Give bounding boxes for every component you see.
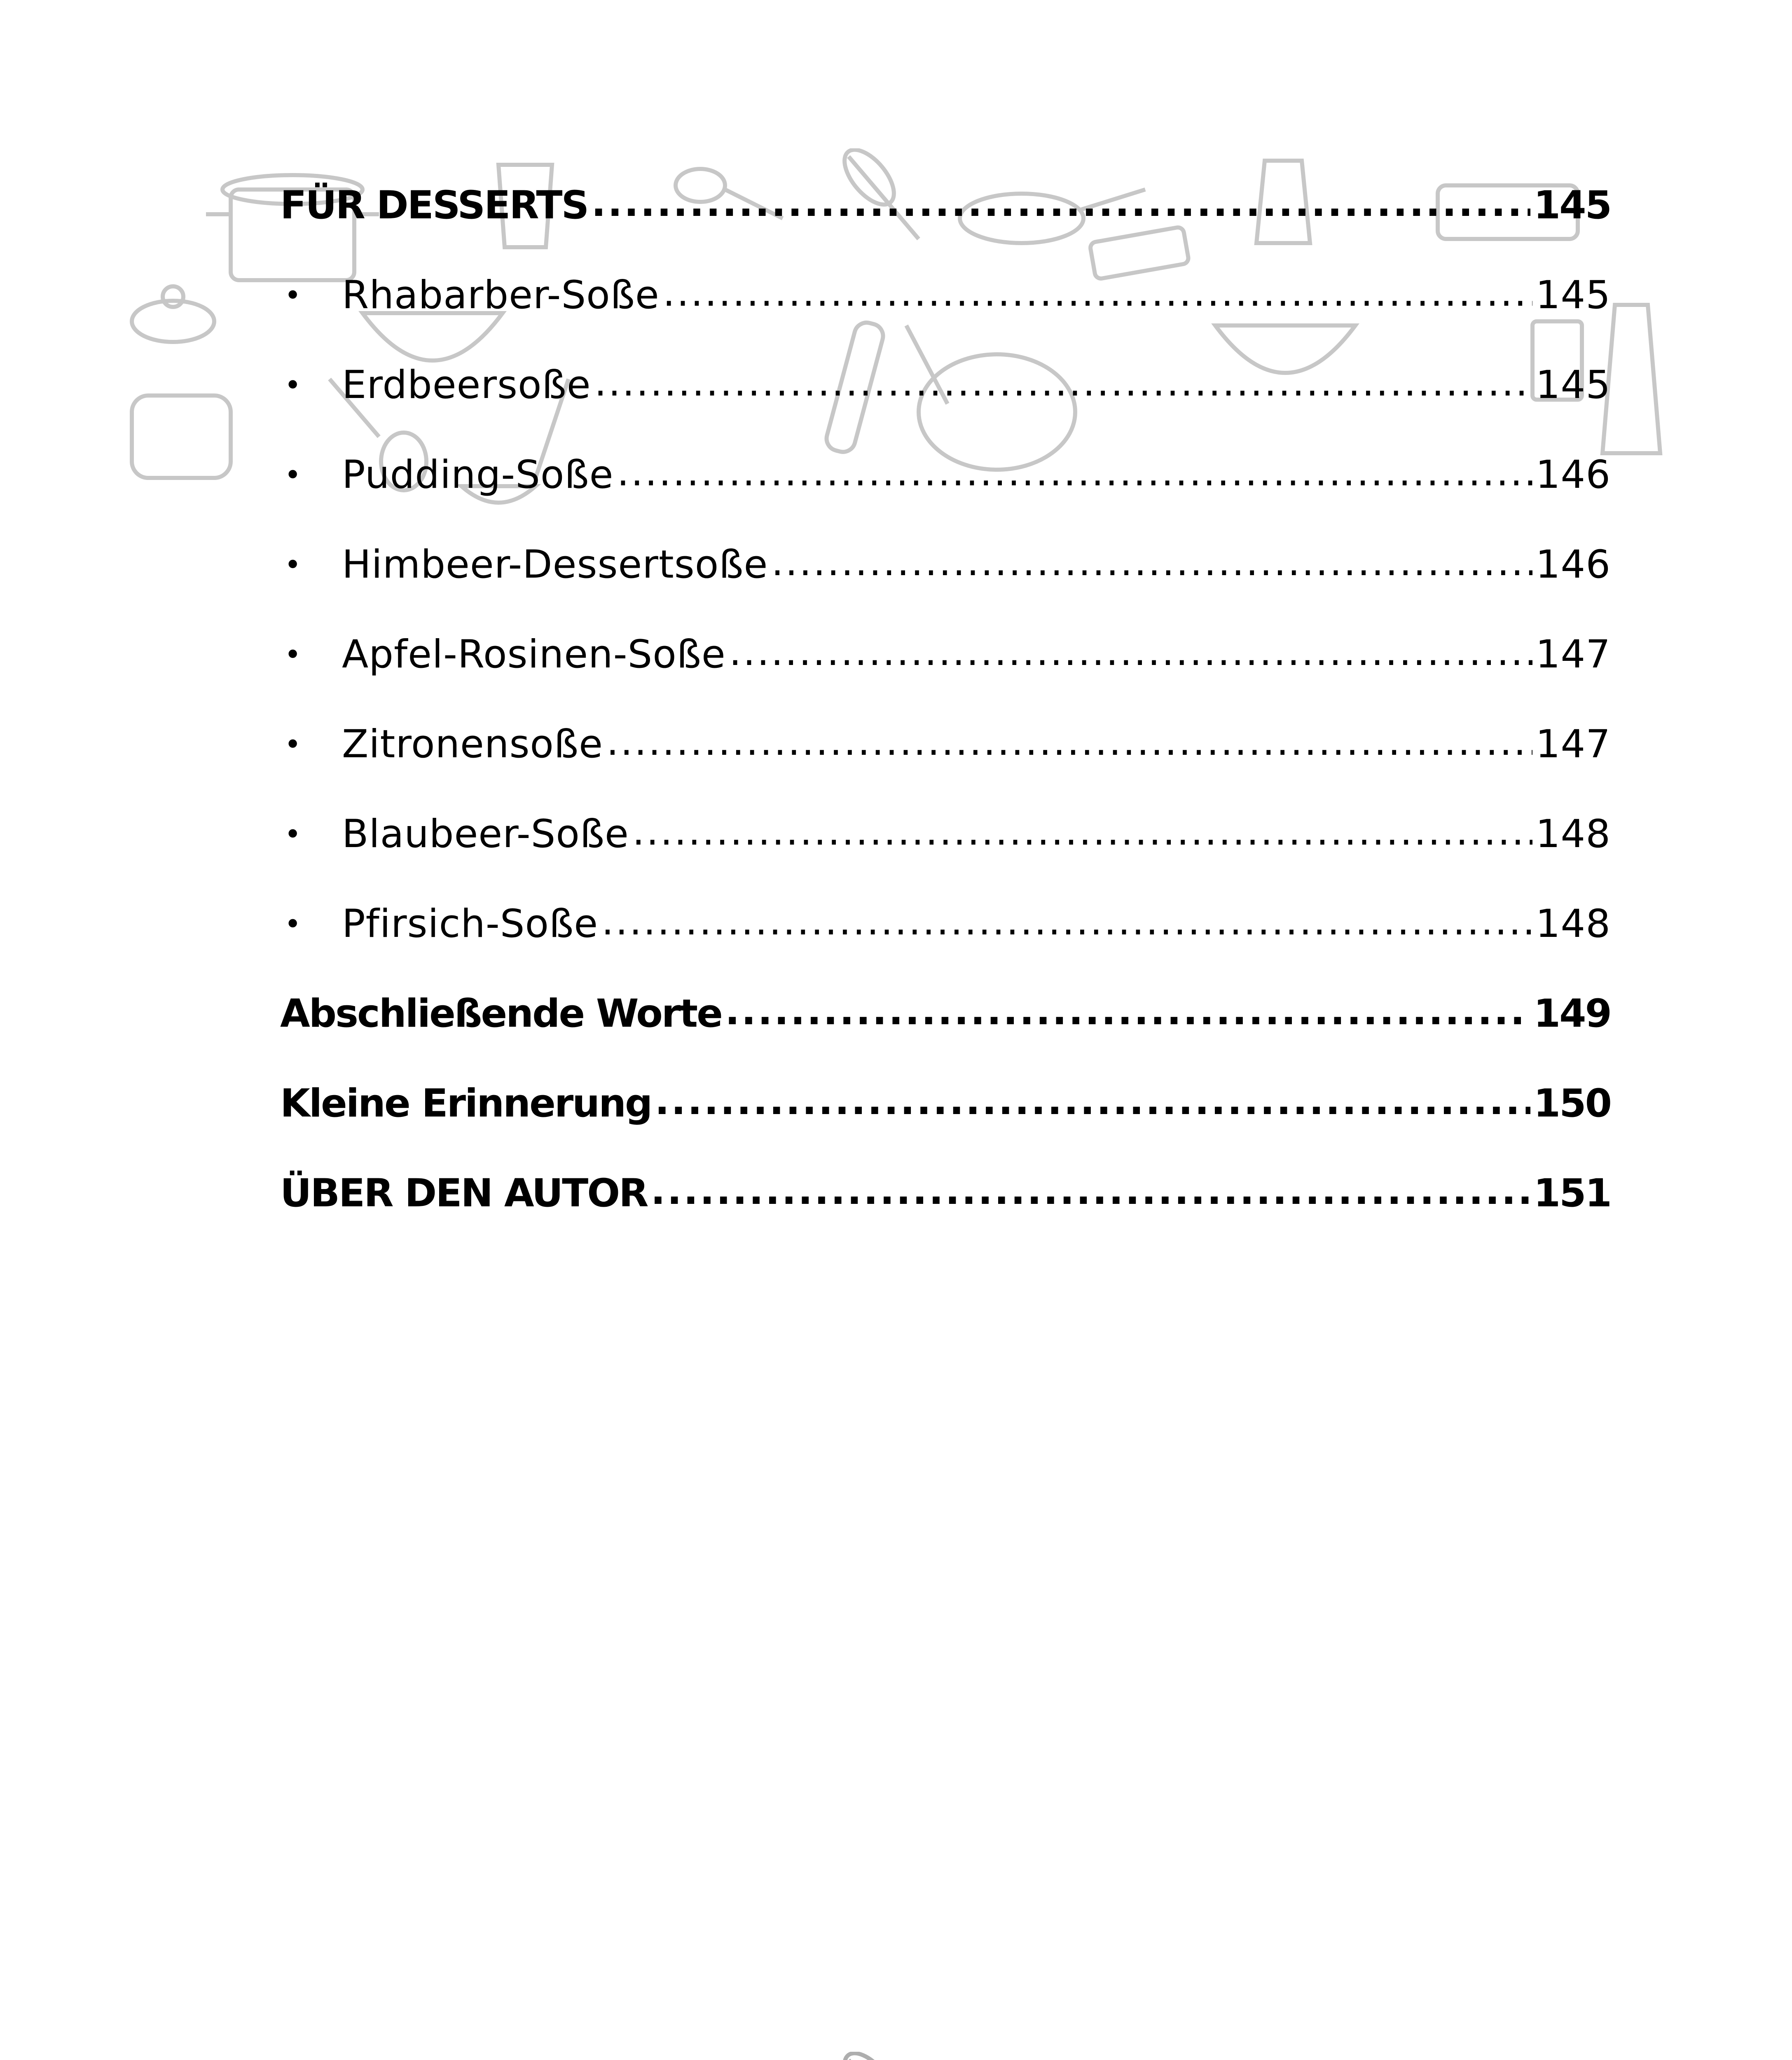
- dot-leader: [771, 545, 1532, 584]
- toc-page-number: 146: [1535, 542, 1611, 587]
- dot-leader: [651, 1174, 1530, 1213]
- bullet-icon: •: [284, 817, 302, 851]
- bullet-icon: •: [284, 907, 302, 941]
- bullet-icon: •: [284, 458, 302, 492]
- toc-entry-title: FÜR DESSERTS: [280, 183, 588, 228]
- toc-chapter-entry[interactable]: [280, 161, 1611, 250]
- toc-entry-title: Erdbeersoße: [342, 363, 591, 407]
- bullet-icon: •: [284, 548, 302, 582]
- toc-entry-title: Zitronensoße: [342, 722, 603, 767]
- toc-section-entry[interactable]: [280, 879, 1611, 969]
- toc-page-number: 147: [1535, 632, 1611, 677]
- toc-chapter-entry[interactable]: [280, 1059, 1611, 1149]
- toc-section-entry[interactable]: [280, 610, 1611, 700]
- toc-section-entry[interactable]: [280, 700, 1611, 789]
- toc-page-number: 145: [1535, 363, 1611, 407]
- toc-section-entry[interactable]: [280, 789, 1611, 879]
- toc-page-number: 148: [1535, 812, 1611, 857]
- dot-leader: [606, 725, 1532, 764]
- pot-icon: [132, 396, 231, 478]
- table-of-contents: [280, 161, 1611, 1238]
- lid-icon: [132, 286, 214, 342]
- dot-leader: [594, 366, 1532, 405]
- toc-page-number: 146: [1535, 452, 1611, 497]
- toc-entry-title: Blaubeer-Soße: [342, 812, 629, 857]
- toc-entry-title: Apfel-Rosinen-Soße: [342, 632, 726, 677]
- dot-leader: [729, 635, 1532, 674]
- dot-leader: [632, 815, 1532, 854]
- dot-leader: [591, 186, 1530, 225]
- bullet-icon: •: [284, 638, 302, 672]
- toc-entry-title: Kleine Erinnerung: [280, 1081, 652, 1126]
- toc-page-number: 149: [1533, 991, 1611, 1036]
- toc-page-number: 147: [1535, 722, 1611, 767]
- grater-icon: [1603, 305, 1660, 453]
- toc-section-entry[interactable]: [280, 430, 1611, 520]
- bullet-icon: •: [284, 368, 302, 402]
- toc-chapter-entry[interactable]: [280, 969, 1611, 1059]
- dot-leader: [725, 995, 1530, 1033]
- toc-page-number: 150: [1533, 1081, 1611, 1126]
- toc-entry-title: Pudding-Soße: [342, 452, 614, 497]
- toc-entry-title: Pfirsich-Soße: [342, 901, 599, 946]
- toc-page-number: 148: [1535, 901, 1611, 946]
- toc-section-entry[interactable]: [280, 250, 1611, 340]
- toc-chapter-entry[interactable]: [280, 1149, 1611, 1238]
- toc-entry-title: ÜBER DEN AUTOR: [280, 1171, 648, 1216]
- toc-entry-title: Rhabarber-Soße: [342, 273, 660, 318]
- dot-leader: [601, 905, 1532, 943]
- whisk-icon: [835, 2052, 919, 2060]
- bullet-icon: •: [284, 728, 302, 761]
- bullet-icon: •: [284, 279, 302, 312]
- dot-leader: [663, 276, 1532, 315]
- toc-page-number: 145: [1535, 273, 1611, 318]
- dot-leader: [617, 456, 1532, 494]
- toc-section-entry[interactable]: [280, 340, 1611, 430]
- toc-page-number: 145: [1533, 183, 1611, 228]
- kitchen-utensils-background-bottom: [0, 2052, 1792, 2060]
- toc-page-number: 151: [1533, 1171, 1611, 1216]
- toc-section-entry[interactable]: [280, 520, 1611, 610]
- dot-leader: [655, 1084, 1530, 1123]
- toc-entry-title: Himbeer-Dessertsoße: [342, 542, 768, 587]
- toc-entry-title: Abschließende Worte: [280, 991, 722, 1036]
